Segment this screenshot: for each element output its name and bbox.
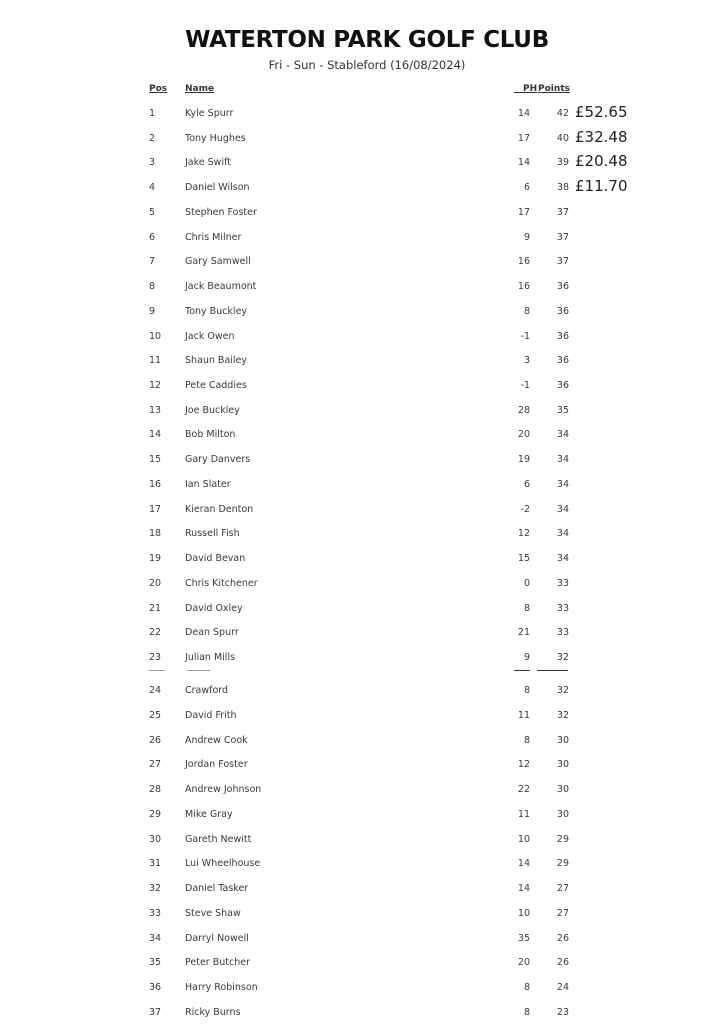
table-row [0,685,724,705]
playing-handicap-cell: 20 [517,957,530,969]
playing-handicap-cell: 9 [523,652,530,664]
points-cell: 34 [556,528,569,540]
column-header-name: Name [185,84,215,94]
table-row [0,710,724,730]
points-cell: 33 [556,577,569,589]
table-row [0,405,724,425]
prize-money-cell: £20.48 [575,152,628,171]
player-name-cell: Daniel Wilson [185,182,250,194]
points-cell: 36 [556,380,569,392]
playing-handicap-cell: 16 [517,281,530,293]
position-cell: 17 [149,503,162,515]
position-cell: 2 [149,132,156,144]
position-cell: 27 [149,759,162,771]
points-cell: 33 [556,627,569,639]
points-cell: 39 [556,157,569,169]
playing-handicap-cell: 6 [523,182,530,194]
playing-handicap-cell: -1 [520,380,530,392]
player-name-cell: Stephen Foster [185,206,257,218]
table-row [0,177,724,202]
playing-handicap-cell: 16 [517,256,530,268]
table-row [0,578,724,598]
player-name-cell: Russell Fish [185,528,240,540]
table-row [0,454,724,474]
table-row [0,256,724,276]
points-cell: 26 [556,932,569,944]
separator-line [514,670,530,671]
column-header-ph: __PH [514,84,538,94]
points-cell: 37 [556,231,569,243]
points-cell: 40 [556,132,569,144]
player-name-cell: Lui Wheelhouse [185,858,261,870]
player-name-cell: David Frith [185,710,237,722]
table-row [0,380,724,400]
club-title: WATERTON PARK GOLF CLUB [185,27,549,53]
column-header-points: Points [538,84,570,94]
points-cell: 33 [556,602,569,614]
playing-handicap-cell: 8 [523,734,530,746]
player-name-cell: Ricky Burns [185,1006,241,1018]
position-cell: 9 [149,305,156,317]
table-row [0,957,724,977]
points-cell: 34 [556,429,569,441]
playing-handicap-cell: 11 [517,808,530,820]
player-name-cell: Kieran Denton [185,503,254,515]
points-cell: 29 [556,833,569,845]
player-name-cell: Crawford [185,685,229,697]
player-name-cell: Ian Slater [185,478,231,490]
points-cell: 27 [556,907,569,919]
player-name-cell: Mike Gray [185,808,233,820]
player-name-cell: Tony Hughes [185,132,246,144]
player-name-cell: Pete Caddies [185,380,247,392]
points-cell: 30 [556,784,569,796]
playing-handicap-cell: 0 [523,577,530,589]
points-cell: 35 [556,404,569,416]
playing-handicap-cell: 14 [517,858,530,870]
points-cell: 26 [556,957,569,969]
table-row [0,652,724,672]
points-cell: 32 [556,685,569,697]
player-name-cell: Jack Owen [185,330,235,342]
position-cell: 24 [149,685,162,697]
player-name-cell: Kyle Spurr [185,108,234,119]
playing-handicap-cell: 8 [523,982,530,994]
player-name-cell: Chris Kitchener [185,577,258,589]
player-name-cell: David Oxley [185,602,243,614]
points-cell: 34 [556,553,569,565]
playing-handicap-cell: 14 [517,108,530,119]
separator-line [537,670,568,671]
player-name-cell: Daniel Tasker [185,883,249,895]
playing-handicap-cell: 3 [523,355,530,367]
position-cell: 29 [149,808,162,820]
table-row [0,858,724,878]
points-cell: 27 [556,883,569,895]
position-cell: 1 [149,108,156,119]
player-name-cell: Joe Buckley [185,404,240,416]
player-name-cell: Andrew Cook [185,734,248,746]
points-cell: 23 [556,1006,569,1018]
points-cell: 34 [556,503,569,515]
table-row [0,103,724,128]
playing-handicap-cell: 15 [517,553,530,565]
player-name-cell: Harry Robinson [185,982,258,994]
table-row [0,127,724,153]
position-cell: 22 [149,627,162,639]
points-cell: 34 [556,454,569,466]
points-cell: 30 [556,808,569,820]
points-cell: 37 [556,256,569,268]
playing-handicap-cell: 14 [517,157,530,169]
position-cell: 19 [149,553,162,565]
table-row [0,479,724,499]
playing-handicap-cell: -1 [520,330,530,342]
player-name-cell: Jake Swift [185,157,231,169]
position-cell: 8 [149,281,156,293]
position-cell: 3 [149,157,156,169]
position-cell: 28 [149,784,162,796]
table-row [0,834,724,854]
prize-money-cell: £11.70 [575,177,628,196]
position-cell: 37 [149,1006,162,1018]
prize-money-cell: £52.65 [575,103,628,121]
player-name-cell: Gary Danvers [185,454,251,466]
position-cell: 7 [149,256,156,268]
player-name-cell: Gary Samwell [185,256,251,268]
player-name-cell: Andrew Johnson [185,784,262,796]
table-row [0,784,724,804]
table-row [0,883,724,903]
table-row [0,306,724,326]
playing-handicap-cell: 19 [517,454,530,466]
playing-handicap-cell: 10 [517,833,530,845]
table-row [0,627,724,647]
position-cell: 21 [149,602,162,614]
position-cell: 23 [149,652,162,664]
position-cell: 36 [149,982,162,994]
playing-handicap-cell: 8 [523,685,530,697]
playing-handicap-cell: 21 [517,627,530,639]
position-cell: 13 [149,404,162,416]
playing-handicap-cell: 17 [517,132,530,144]
position-cell: 31 [149,858,162,870]
playing-handicap-cell: 6 [523,478,530,490]
player-name-cell: Jack Beaumont [185,281,257,293]
points-cell: 24 [556,982,569,994]
playing-handicap-cell: 9 [523,231,530,243]
table-row [0,152,724,177]
points-cell: 36 [556,355,569,367]
playing-handicap-cell: 20 [517,429,530,441]
position-cell: 35 [149,957,162,969]
table-row [0,429,724,449]
table-row [0,603,724,623]
table-row [0,553,724,573]
position-cell: 5 [149,206,156,218]
points-cell: 36 [556,305,569,317]
position-cell: 11 [149,355,162,367]
playing-handicap-cell: 10 [517,907,530,919]
position-cell: 34 [149,932,162,944]
points-cell: 36 [556,330,569,342]
player-name-cell: Steve Shaw [185,907,241,919]
playing-handicap-cell: 22 [517,784,530,796]
points-cell: 32 [556,652,569,664]
position-cell: 10 [149,330,162,342]
player-name-cell: Julian Mills [185,652,236,664]
playing-handicap-cell: 12 [517,528,530,540]
table-row [0,355,724,375]
table-row [0,207,724,227]
table-row [0,759,724,779]
column-header-pos: Pos [149,84,168,94]
points-cell: 37 [556,206,569,218]
player-name-cell: Jordan Foster [185,759,248,771]
prize-money-cell: £32.48 [575,127,628,146]
playing-handicap-cell: 35 [517,932,530,944]
table-row [0,331,724,351]
player-name-cell: Darryl Nowell [185,932,249,944]
table-row [0,933,724,953]
playing-handicap-cell: 11 [517,710,530,722]
position-cell: 33 [149,907,162,919]
player-name-cell: Bob Milton [185,429,236,441]
playing-handicap-cell: -2 [520,503,530,515]
playing-handicap-cell: 8 [523,1006,530,1018]
table-row [0,908,724,928]
points-cell: 36 [556,281,569,293]
playing-handicap-cell: 14 [517,883,530,895]
position-cell: 12 [149,380,162,392]
points-cell: 38 [556,182,569,194]
player-name-cell: Dean Spurr [185,627,239,639]
points-cell: 30 [556,734,569,746]
separator-line [149,670,165,671]
playing-handicap-cell: 8 [523,305,530,317]
position-cell: 16 [149,478,162,490]
player-name-cell: Peter Butcher [185,957,250,969]
position-cell: 32 [149,883,162,895]
player-name-cell: Tony Buckley [185,305,248,317]
table-row [0,735,724,755]
playing-handicap-cell: 17 [517,206,530,218]
points-cell: 29 [556,858,569,870]
playing-handicap-cell: 12 [517,759,530,771]
player-name-cell: Chris Milner [185,231,242,243]
table-row [0,504,724,524]
position-cell: 26 [149,734,162,746]
position-cell: 30 [149,833,162,845]
separator-line [187,670,210,671]
table-row [0,281,724,301]
position-cell: 6 [149,231,156,243]
position-cell: 20 [149,577,162,589]
table-row [0,528,724,548]
points-cell: 42 [556,108,569,119]
position-cell: 4 [149,182,156,194]
points-cell: 32 [556,710,569,722]
playing-handicap-cell: 8 [523,602,530,614]
position-cell: 18 [149,528,162,540]
competition-subtitle: Fri - Sun - Stableford (16/08/2024) [268,58,466,72]
player-name-cell: David Bevan [185,553,246,565]
points-cell: 34 [556,478,569,490]
player-name-cell: Shaun Bailey [185,355,248,367]
position-cell: 15 [149,454,162,466]
position-cell: 14 [149,429,162,441]
points-cell: 30 [556,759,569,771]
table-row [0,232,724,252]
position-cell: 25 [149,710,162,722]
table-row [0,982,724,1002]
table-row [0,809,724,829]
player-name-cell: Gareth Newitt [185,833,252,845]
playing-handicap-cell: 28 [517,404,530,416]
